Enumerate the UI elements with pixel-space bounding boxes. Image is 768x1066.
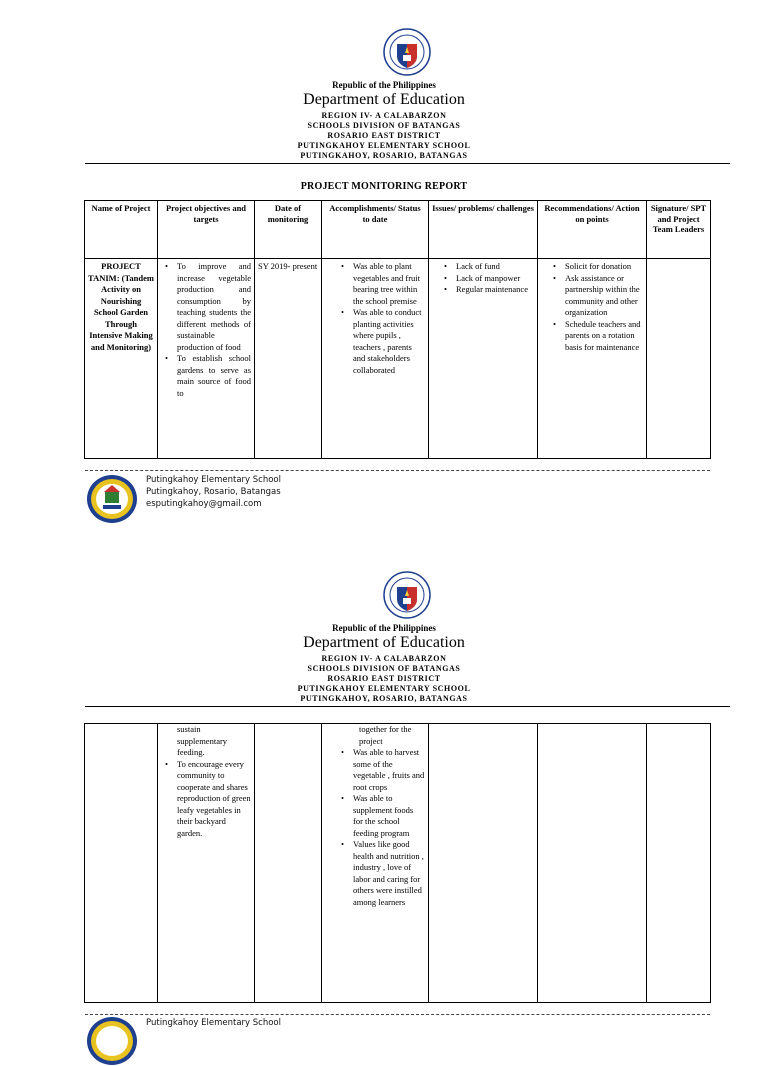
region-line: REGION IV- A CALABARZON — [321, 111, 447, 120]
col-header-date: Date of monitoring — [255, 201, 322, 259]
issue-item: • Lack of manpower — [450, 273, 534, 285]
department-title: Department of Education — [303, 91, 465, 108]
monitoring-table-continued — [84, 723, 711, 1003]
footer-address: Putingkahoy, Rosario, Batangas — [146, 487, 281, 497]
date-cell: SY 2019- present — [255, 259, 322, 459]
date-cell — [255, 724, 322, 1003]
division-line: SCHOOLS DIVISION OF BATANGAS — [307, 121, 461, 130]
recommendation-item: • Solicit for donation — [559, 261, 643, 273]
accomplishment-item: • Was able to conduct planting activities where pupils , teachers , parents and stakeholders collaborated — [347, 307, 425, 376]
issues-cell — [429, 259, 538, 459]
col-header-recommendations: Recommendations/ Action on points — [538, 201, 647, 259]
header-divider — [85, 163, 730, 164]
district-line: ROSARIO EAST DISTRICT — [327, 674, 441, 683]
objectives-cell — [158, 259, 255, 459]
objective-continuation: sustain supplementary feeding. — [177, 724, 228, 757]
republic-line: Republic of the Philippines — [332, 80, 436, 90]
accomplishment-item: • Was able to harvest some of the vegetable , fruits and root crops — [347, 747, 425, 793]
col-header-signature: Signature/ SPT and Project Team Leaders — [647, 201, 711, 259]
recommendations-cell — [538, 259, 647, 459]
deped-seal-icon — [383, 28, 431, 76]
signature-cell — [647, 724, 711, 1003]
school-logo-icon — [86, 474, 138, 524]
issue-item: • Regular maintenance — [450, 284, 534, 296]
accomplishments-cell — [322, 724, 429, 1003]
objective-item: • To encourage every community to cooperate and shares reproduction of green leafy vegetables in their backyard garden. — [171, 759, 251, 840]
district-line: ROSARIO EAST DISTRICT — [327, 131, 441, 140]
header-divider — [85, 706, 730, 707]
footer-school: Putingkahoy Elementary School — [146, 475, 281, 485]
division-line: SCHOOLS DIVISION OF BATANGAS — [307, 664, 461, 673]
footer-divider — [85, 1014, 710, 1015]
col-header-name: Name of Project — [85, 201, 158, 259]
table-header-row — [85, 201, 711, 259]
issues-cell — [429, 724, 538, 1003]
monitoring-table — [84, 200, 711, 459]
table-row — [85, 724, 711, 1003]
accomplishment-item: • Was able to supplement foods for the school feeding program — [347, 793, 425, 839]
objective-item: • To establish school gardens to serve as main source of food to — [171, 353, 251, 399]
footer-email: esputingkahoy@gmail.com — [146, 499, 262, 509]
school-line: PUTINGKAHOY ELEMENTARY SCHOOL — [297, 141, 471, 150]
republic-line: Republic of the Philippines — [332, 623, 436, 633]
project-name-cell: PROJECT TANIM: (Tandem Activity on Nourishing School Garden Through Intensive Making and Monitoring) — [85, 259, 158, 459]
address-line: PUTINGKAHOY, ROSARIO, BATANGAS — [300, 151, 468, 160]
objectives-cell — [158, 724, 255, 1003]
report-title: PROJECT MONITORING REPORT — [300, 181, 468, 192]
accomplishments-cell — [322, 259, 429, 459]
footer-divider — [85, 470, 710, 471]
objective-item: • To improve and increase vegetable production and consumption by teaching students the different methods of sustainable production of food — [171, 261, 251, 353]
project-name-cell — [85, 724, 158, 1003]
footer-school: Putingkahoy Elementary School — [146, 1018, 281, 1028]
col-header-accomplishments: Accomplishments/ Status to date — [322, 201, 429, 259]
deped-seal-icon — [383, 571, 431, 619]
region-line: REGION IV- A CALABARZON — [321, 654, 447, 663]
address-line: PUTINGKAHOY, ROSARIO, BATANGAS — [300, 694, 468, 703]
accomplishment-continuation: together for the project — [359, 724, 412, 746]
col-header-issues: Issues/ problems/ challenges — [429, 201, 538, 259]
recommendation-item: • Ask assistance or partnership within the community and other organization — [559, 273, 643, 319]
school-line: PUTINGKAHOY ELEMENTARY SCHOOL — [297, 684, 471, 693]
col-header-objectives: Project objectives and targets — [158, 201, 255, 259]
recommendations-cell — [538, 724, 647, 1003]
table-row — [85, 259, 711, 459]
recommendation-item: • Schedule teachers and parents on a rotation basis for maintenance — [559, 319, 643, 354]
issue-item: • Lack of fund — [450, 261, 534, 273]
signature-cell — [647, 259, 711, 459]
accomplishment-item: • Values like good health and nutrition , industry , love of labor and caring for others were instilled among learners — [347, 839, 425, 908]
department-title: Department of Education — [303, 634, 465, 651]
accomplishment-item: • Was able to plant vegetables and fruit bearing tree within the school premise — [347, 261, 425, 307]
